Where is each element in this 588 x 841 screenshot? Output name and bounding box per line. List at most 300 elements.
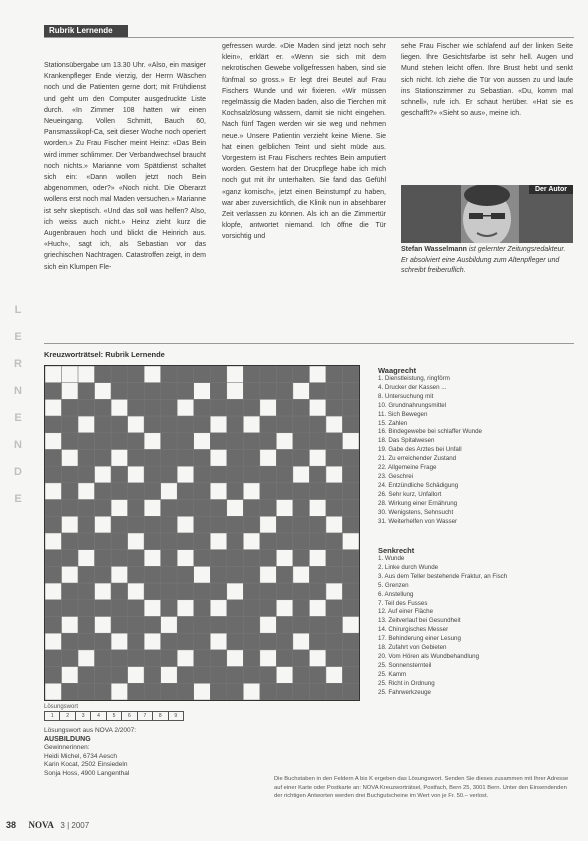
crossword-block-cell bbox=[45, 500, 62, 517]
clue-item: 6. Anstellung bbox=[378, 590, 414, 598]
crossword-block-cell bbox=[128, 500, 145, 517]
crossword-block-cell bbox=[78, 566, 95, 583]
crossword-letter-cell[interactable] bbox=[177, 600, 194, 617]
magazine-name: NOVA bbox=[28, 820, 54, 830]
crossword-grid[interactable] bbox=[44, 365, 360, 701]
clue-item: 21. Zu erreichender Zustand bbox=[378, 455, 457, 463]
crossword-letter-cell[interactable] bbox=[62, 667, 79, 684]
crossword-block-cell bbox=[342, 566, 359, 583]
crossword-letter-cell[interactable] bbox=[293, 466, 310, 483]
crossword-block-cell bbox=[260, 683, 277, 700]
crossword-block-cell bbox=[227, 433, 244, 450]
crossword-letter-cell[interactable] bbox=[227, 500, 244, 517]
crossword-block-cell bbox=[326, 383, 343, 400]
crossword-block-cell bbox=[210, 566, 227, 583]
prize-block bbox=[44, 727, 136, 779]
crossword-letter-cell[interactable] bbox=[260, 650, 277, 667]
clues-across bbox=[378, 366, 574, 526]
crossword-block-cell bbox=[177, 617, 194, 634]
crossword-letter-cell[interactable] bbox=[276, 500, 293, 517]
crossword-letter-cell[interactable] bbox=[128, 416, 145, 433]
crossword-block-cell bbox=[128, 633, 145, 650]
crossword-block-cell bbox=[78, 433, 95, 450]
crossword-block-cell bbox=[276, 466, 293, 483]
crossword-block-cell bbox=[177, 416, 194, 433]
crossword-block-cell bbox=[276, 366, 293, 383]
crossword-letter-cell[interactable] bbox=[260, 566, 277, 583]
crossword-letter-cell[interactable] bbox=[260, 399, 277, 416]
crossword-letter-cell[interactable] bbox=[177, 399, 194, 416]
crossword-letter-cell[interactable] bbox=[309, 450, 326, 467]
crossword-block-cell bbox=[210, 366, 227, 383]
crossword-letter-cell[interactable] bbox=[194, 683, 211, 700]
crossword-block-cell bbox=[62, 633, 79, 650]
crossword-block-cell bbox=[95, 600, 112, 617]
down-list bbox=[378, 555, 574, 698]
crossword-block-cell bbox=[111, 516, 128, 533]
crossword-block-cell bbox=[227, 550, 244, 567]
crossword-letter-cell[interactable] bbox=[78, 483, 95, 500]
crossword-letter-cell[interactable] bbox=[210, 416, 227, 433]
crossword-letter-cell[interactable] bbox=[144, 433, 161, 450]
crossword-letter-cell[interactable] bbox=[309, 399, 326, 416]
crossword-letter-cell[interactable] bbox=[78, 650, 95, 667]
crossword-block-cell bbox=[111, 600, 128, 617]
crossword-block-cell bbox=[45, 516, 62, 533]
crossword-block-cell bbox=[243, 633, 260, 650]
crossword-letter-cell[interactable] bbox=[309, 600, 326, 617]
solution-cell[interactable]: 9 bbox=[174, 713, 178, 719]
crossword-block-cell bbox=[128, 566, 145, 583]
crossword-letter-cell[interactable] bbox=[45, 583, 62, 600]
crossword-block-cell bbox=[210, 466, 227, 483]
crossword-letter-cell[interactable] bbox=[227, 366, 244, 383]
winners-label: Gewinnerinnen: bbox=[44, 744, 90, 752]
crossword-letter-cell[interactable] bbox=[293, 566, 310, 583]
crossword-block-cell bbox=[95, 533, 112, 550]
clue-item: 25. Sonnensternteil bbox=[378, 661, 432, 669]
crossword-letter-cell[interactable] bbox=[128, 667, 145, 684]
clue-item: 28. Wirkung einer Ernährung bbox=[378, 499, 458, 507]
clue-item: 23. Geschrei bbox=[378, 472, 414, 480]
crossword-block-cell bbox=[144, 617, 161, 634]
crossword-block-cell bbox=[342, 399, 359, 416]
crossword-block-cell bbox=[342, 366, 359, 383]
crossword-letter-cell[interactable] bbox=[293, 383, 310, 400]
crossword-block-cell bbox=[78, 399, 95, 416]
crossword-block-cell bbox=[161, 516, 178, 533]
crossword-block-cell bbox=[111, 583, 128, 600]
crossword-block-cell bbox=[227, 516, 244, 533]
crossword-letter-cell[interactable] bbox=[326, 667, 343, 684]
clue-item: 13. Zeitverlauf bei Gesundheit bbox=[378, 617, 461, 625]
crossword-letter-cell[interactable] bbox=[128, 466, 145, 483]
crossword-letter-cell[interactable] bbox=[161, 617, 178, 634]
article-column-1: Stationsübergabe um 13.30 Uhr. «Also, ein masiger Krankenpfleger Ende vierzig, der Herrn Wäschen noch und die Patienten gerne dort; mit Frühdienst und geht um den Computer ausgedruckte Liste durch. «In Zimmer 108 hatten wir einen Neueingang. Vollen Schmitt, Bauch 60, Pansmassikopf-Ca, seit dieser Woche noch operiert worden.» Zu Frau Fischer meint Heinz: «Das Bein wird immer schlimmer. Der Verbandwechsel braucht noch nichts.» Marianne vom Spätdienst schaltet sich ein: «Dann wollen jetzt noch Bein abgenommen, oder?» «Noch nicht. Die Oberarzt wollens erst noch mal Maden versuchen.» Marianne ist sehr skeptisch. «Und das soll was helfen? Also, ich weiss auch nicht.» Heinz zieht kurz die Augenbrauen hoch und blickt die Heinrich aus. «Huch», sagt ich, als Sebastian vor das griechischen Nachtragen. Catastroffen zeigt, in dem sich ein Klumpen Fle- bbox=[44, 62, 206, 271]
crossword-letter-cell[interactable] bbox=[227, 650, 244, 667]
crossword-block-cell bbox=[194, 617, 211, 634]
crossword-block-cell bbox=[243, 650, 260, 667]
crossword-letter-cell[interactable] bbox=[309, 366, 326, 383]
clue-item: 3. Aus dem Teller bestehende Fraktur, an Fisch bbox=[378, 572, 508, 580]
clue-item: 18. Zufahrt von Gebieten bbox=[378, 644, 447, 652]
crossword-letter-cell[interactable] bbox=[62, 450, 79, 467]
crossword-block-cell bbox=[144, 466, 161, 483]
crossword-letter-cell[interactable] bbox=[62, 516, 79, 533]
crossword-block-cell bbox=[95, 366, 112, 383]
crossword-block-cell bbox=[227, 617, 244, 634]
crossword-block-cell bbox=[276, 633, 293, 650]
crossword-letter-cell[interactable] bbox=[111, 683, 128, 700]
crossword-letter-cell[interactable] bbox=[342, 433, 359, 450]
crossword-block-cell bbox=[276, 416, 293, 433]
crossword-block-cell bbox=[45, 450, 62, 467]
crossword-block-cell bbox=[161, 683, 178, 700]
crossword-block-cell bbox=[260, 416, 277, 433]
crossword-block-cell bbox=[45, 650, 62, 667]
crossword-block-cell bbox=[45, 550, 62, 567]
clue-item: 2. Linke durch Wunde bbox=[378, 563, 439, 571]
crossword-block-cell bbox=[45, 667, 62, 684]
crossword-block-cell bbox=[194, 633, 211, 650]
crossword-block-cell bbox=[293, 416, 310, 433]
crossword-block-cell bbox=[78, 466, 95, 483]
crossword-letter-cell[interactable] bbox=[144, 550, 161, 567]
crossword-letter-cell[interactable] bbox=[177, 516, 194, 533]
crossword-block-cell bbox=[227, 667, 244, 684]
crossword-block-cell bbox=[111, 650, 128, 667]
crossword-block-cell bbox=[293, 450, 310, 467]
crossword-block-cell bbox=[326, 500, 343, 517]
crossword-block-cell bbox=[326, 650, 343, 667]
crossword-block-cell bbox=[293, 399, 310, 416]
solution-cell[interactable]: 4 bbox=[91, 712, 106, 720]
crossword-block-cell bbox=[260, 533, 277, 550]
crossword-letter-cell[interactable] bbox=[326, 583, 343, 600]
crossword-letter-cell[interactable] bbox=[45, 366, 62, 383]
crossword-letter-cell[interactable] bbox=[194, 433, 211, 450]
crossword-title: Kreuzworträtsel: Rubrik Lernende bbox=[44, 350, 165, 359]
crossword-block-cell bbox=[177, 533, 194, 550]
crossword-letter-cell[interactable] bbox=[309, 550, 326, 567]
crossword-letter-cell[interactable] bbox=[210, 633, 227, 650]
crossword-block-cell bbox=[161, 533, 178, 550]
crossword-block-cell bbox=[194, 366, 211, 383]
crossword-block-cell bbox=[95, 500, 112, 517]
crossword-block-cell bbox=[194, 483, 211, 500]
crossword-letter-cell[interactable] bbox=[95, 383, 112, 400]
crossword-letter-cell[interactable] bbox=[309, 650, 326, 667]
crossword-block-cell bbox=[78, 516, 95, 533]
crossword-block-cell bbox=[194, 667, 211, 684]
crossword-block-cell bbox=[62, 650, 79, 667]
crossword-letter-cell[interactable] bbox=[95, 583, 112, 600]
sidebar-letter: E bbox=[14, 331, 22, 343]
crossword-block-cell bbox=[276, 399, 293, 416]
sidebar-letter: E bbox=[14, 493, 22, 505]
crossword-block-cell bbox=[326, 483, 343, 500]
winner-item: Heidi Michel, 6734 Aesch bbox=[44, 752, 117, 760]
crossword-block-cell bbox=[293, 550, 310, 567]
crossword-block-cell bbox=[227, 466, 244, 483]
crossword-block-cell bbox=[260, 433, 277, 450]
crossword-letter-cell[interactable] bbox=[177, 550, 194, 567]
solution-cell[interactable]: 8 bbox=[153, 712, 168, 720]
author-name: Stefan Wasselmann bbox=[401, 246, 467, 253]
crossword-block-cell bbox=[161, 366, 178, 383]
crossword-block-cell bbox=[309, 483, 326, 500]
crossword-letter-cell[interactable] bbox=[243, 416, 260, 433]
section-label: Rubrik Lernende bbox=[44, 25, 128, 37]
crossword-letter-cell[interactable] bbox=[342, 533, 359, 550]
crossword-letter-cell[interactable] bbox=[95, 516, 112, 533]
crossword-block-cell bbox=[95, 650, 112, 667]
crossword-letter-cell[interactable] bbox=[111, 399, 128, 416]
crossword-block-cell bbox=[95, 550, 112, 567]
crossword-block-cell bbox=[62, 683, 79, 700]
crossword-letter-cell[interactable] bbox=[62, 366, 79, 383]
crossword-letter-cell[interactable] bbox=[276, 550, 293, 567]
crossword-block-cell bbox=[326, 683, 343, 700]
sidebar-vertical-word bbox=[11, 297, 25, 513]
crossword-block-cell bbox=[194, 600, 211, 617]
crossword-block-cell bbox=[342, 633, 359, 650]
crossword-block-cell bbox=[177, 383, 194, 400]
solution-cell[interactable]: 1 bbox=[45, 712, 60, 720]
clue-item: 10. Grundnahrungsmittel bbox=[378, 401, 447, 409]
crossword-letter-cell[interactable] bbox=[45, 683, 62, 700]
clue-item: 8. Untersuchung mit bbox=[378, 392, 434, 400]
sidebar-letter: D bbox=[14, 466, 22, 478]
crossword-block-cell bbox=[45, 600, 62, 617]
crossword-block-cell bbox=[177, 450, 194, 467]
header-rule bbox=[44, 37, 574, 38]
crossword-letter-cell[interactable] bbox=[144, 633, 161, 650]
crossword-block-cell bbox=[144, 650, 161, 667]
crossword-letter-cell[interactable] bbox=[177, 650, 194, 667]
crossword-letter-cell[interactable] bbox=[78, 416, 95, 433]
crossword-letter-cell[interactable] bbox=[276, 667, 293, 684]
crossword-block-cell bbox=[227, 399, 244, 416]
crossword-letter-cell[interactable] bbox=[194, 383, 211, 400]
crossword-letter-cell[interactable] bbox=[62, 383, 79, 400]
crossword-letter-cell[interactable] bbox=[326, 416, 343, 433]
crossword-letter-cell[interactable] bbox=[276, 600, 293, 617]
crossword-block-cell bbox=[78, 533, 95, 550]
crossword-letter-cell[interactable] bbox=[62, 617, 79, 634]
crossword-letter-cell[interactable] bbox=[210, 450, 227, 467]
crossword-letter-cell[interactable] bbox=[144, 500, 161, 517]
crossword-letter-cell[interactable] bbox=[194, 566, 211, 583]
crossword-letter-cell[interactable] bbox=[111, 500, 128, 517]
crossword-block-cell bbox=[210, 550, 227, 567]
crossword-block-cell bbox=[293, 683, 310, 700]
crossword-block-cell bbox=[194, 583, 211, 600]
crossword-block-cell bbox=[62, 433, 79, 450]
crossword-block-cell bbox=[62, 550, 79, 567]
solution-cell[interactable]: 6 bbox=[122, 712, 137, 720]
solution-cell[interactable]: 3 bbox=[76, 712, 91, 720]
crossword-block-cell bbox=[111, 550, 128, 567]
crossword-block-cell bbox=[260, 633, 277, 650]
crossword-block-cell bbox=[62, 399, 79, 416]
author-box-label: Der Autor bbox=[529, 185, 573, 194]
crossword-letter-cell[interactable] bbox=[45, 399, 62, 416]
page-footer bbox=[6, 820, 89, 830]
crossword-letter-cell[interactable] bbox=[95, 617, 112, 634]
crossword-block-cell bbox=[276, 683, 293, 700]
crossword-block-cell bbox=[326, 550, 343, 567]
crossword-block-cell bbox=[78, 683, 95, 700]
crossword-letter-cell[interactable] bbox=[260, 450, 277, 467]
crossword-block-cell bbox=[95, 433, 112, 450]
solution-cell[interactable]: 5 bbox=[107, 712, 122, 720]
author-bio: ist gelernter Zeitungsredakteur. Er absolviert eine Ausbildung zum Altenpfleger und schreibt freiberuflich. bbox=[401, 246, 566, 274]
crossword-letter-cell[interactable] bbox=[161, 667, 178, 684]
crossword-block-cell bbox=[293, 583, 310, 600]
prize-ref: Lösungswort aus NOVA 2/2007: bbox=[44, 727, 137, 734]
crossword-letter-cell[interactable] bbox=[111, 566, 128, 583]
crossword-letter-cell[interactable] bbox=[260, 617, 277, 634]
crossword-letter-cell[interactable] bbox=[111, 450, 128, 467]
crossword-block-cell bbox=[194, 650, 211, 667]
crossword-block-cell bbox=[95, 483, 112, 500]
crossword-block-cell bbox=[276, 566, 293, 583]
crossword-block-cell bbox=[210, 383, 227, 400]
crossword-block-cell bbox=[276, 383, 293, 400]
crossword-block-cell bbox=[326, 399, 343, 416]
crossword-block-cell bbox=[227, 600, 244, 617]
crossword-letter-cell[interactable] bbox=[78, 550, 95, 567]
crossword-letter-cell[interactable] bbox=[144, 600, 161, 617]
crossword-letter-cell[interactable] bbox=[243, 683, 260, 700]
crossword-letter-cell[interactable] bbox=[293, 633, 310, 650]
crossword-block-cell bbox=[95, 450, 112, 467]
solution-cell[interactable]: 2 bbox=[60, 712, 75, 720]
crossword-letter-cell[interactable] bbox=[326, 466, 343, 483]
crossword-letter-cell[interactable] bbox=[227, 383, 244, 400]
crossword-block-cell bbox=[210, 433, 227, 450]
crossword-block-cell bbox=[95, 683, 112, 700]
crossword-block-cell bbox=[177, 500, 194, 517]
crossword-block-cell bbox=[62, 416, 79, 433]
crossword-block-cell bbox=[293, 366, 310, 383]
crossword-letter-cell[interactable] bbox=[128, 533, 145, 550]
crossword-block-cell bbox=[309, 633, 326, 650]
crossword-block-cell bbox=[111, 483, 128, 500]
crossword-letter-cell[interactable] bbox=[210, 533, 227, 550]
crossword-letter-cell[interactable] bbox=[276, 433, 293, 450]
crossword-block-cell bbox=[326, 366, 343, 383]
crossword-block-cell bbox=[243, 450, 260, 467]
crossword-letter-cell[interactable] bbox=[243, 483, 260, 500]
crossword-block-cell bbox=[45, 416, 62, 433]
crossword-block-cell bbox=[161, 633, 178, 650]
down-heading: Senkrecht bbox=[378, 546, 415, 555]
clue-item: 17. Behinderung einer Lesung bbox=[378, 635, 461, 643]
solution-box[interactable] bbox=[44, 711, 184, 721]
clue-item: 25. Richt in Ordnung bbox=[378, 679, 435, 687]
crossword-block-cell bbox=[243, 399, 260, 416]
crossword-block-cell bbox=[227, 633, 244, 650]
crossword-block-cell bbox=[309, 433, 326, 450]
crossword-block-cell bbox=[95, 566, 112, 583]
crossword-block-cell bbox=[111, 416, 128, 433]
crossword-letter-cell[interactable] bbox=[62, 566, 79, 583]
crossword-letter-cell[interactable] bbox=[161, 483, 178, 500]
crossword-letter-cell[interactable] bbox=[210, 483, 227, 500]
crossword-block-cell bbox=[293, 667, 310, 684]
sidebar-letter: L bbox=[14, 304, 22, 316]
crossword-block-cell bbox=[342, 667, 359, 684]
clue-item: 18. Das Spitalwesen bbox=[378, 437, 435, 445]
crossword-block-cell bbox=[194, 516, 211, 533]
crossword-block-cell bbox=[177, 633, 194, 650]
crossword-letter-cell[interactable] bbox=[45, 533, 62, 550]
clue-item: 24. Entzündliche Schädigung bbox=[378, 481, 459, 489]
crossword-block-cell bbox=[111, 617, 128, 634]
crossword-block-cell bbox=[177, 683, 194, 700]
crossword-letter-cell[interactable] bbox=[309, 500, 326, 517]
crossword-block-cell bbox=[161, 583, 178, 600]
clue-item: 31. Weiterhelfen von Wasser bbox=[378, 517, 458, 525]
crossword-block-cell bbox=[342, 466, 359, 483]
clue-item: 16. Bindegewebe bei schlaffer Wunde bbox=[378, 428, 482, 436]
crossword-grid-svg[interactable] bbox=[45, 366, 359, 700]
crossword-letter-cell[interactable] bbox=[111, 633, 128, 650]
crossword-block-cell bbox=[78, 383, 95, 400]
crossword-block-cell bbox=[161, 433, 178, 450]
crossword-letter-cell[interactable] bbox=[45, 633, 62, 650]
solution-label: Lösungswort bbox=[44, 704, 79, 710]
crossword-block-cell bbox=[194, 416, 211, 433]
crossword-block-cell bbox=[342, 550, 359, 567]
crossword-block-cell bbox=[144, 450, 161, 467]
crossword-letter-cell[interactable] bbox=[128, 583, 145, 600]
crossword-block-cell bbox=[62, 483, 79, 500]
crossword-block-cell bbox=[161, 500, 178, 517]
clue-item: 25. Fahrwerkzeuge bbox=[378, 688, 431, 696]
clue-item: 15. Zahlen bbox=[378, 419, 408, 427]
crossword-block-cell bbox=[243, 383, 260, 400]
crossword-block-cell bbox=[342, 500, 359, 517]
crossword-block-cell bbox=[78, 633, 95, 650]
crossword-letter-cell[interactable] bbox=[95, 466, 112, 483]
solution-cell[interactable]: 7 bbox=[138, 712, 153, 720]
crossword-block-cell bbox=[78, 667, 95, 684]
crossword-letter-cell[interactable] bbox=[144, 366, 161, 383]
crossword-letter-cell[interactable] bbox=[260, 516, 277, 533]
crossword-block-cell bbox=[309, 667, 326, 684]
crossword-letter-cell[interactable] bbox=[243, 533, 260, 550]
crossword-letter-cell[interactable] bbox=[210, 600, 227, 617]
crossword-letter-cell[interactable] bbox=[78, 366, 95, 383]
crossword-block-cell bbox=[161, 600, 178, 617]
crossword-letter-cell[interactable] bbox=[45, 483, 62, 500]
crossword-block-cell bbox=[177, 667, 194, 684]
crossword-letter-cell[interactable] bbox=[177, 466, 194, 483]
crossword-letter-cell[interactable] bbox=[326, 516, 343, 533]
crossword-letter-cell[interactable] bbox=[342, 617, 359, 634]
author-photo bbox=[401, 185, 573, 243]
crossword-block-cell bbox=[128, 383, 145, 400]
crossword-block-cell bbox=[227, 416, 244, 433]
crossword-letter-cell[interactable] bbox=[227, 583, 244, 600]
crossword-block-cell bbox=[227, 683, 244, 700]
crossword-block-cell bbox=[243, 583, 260, 600]
crossword-letter-cell[interactable] bbox=[45, 433, 62, 450]
crossword-block-cell bbox=[293, 433, 310, 450]
